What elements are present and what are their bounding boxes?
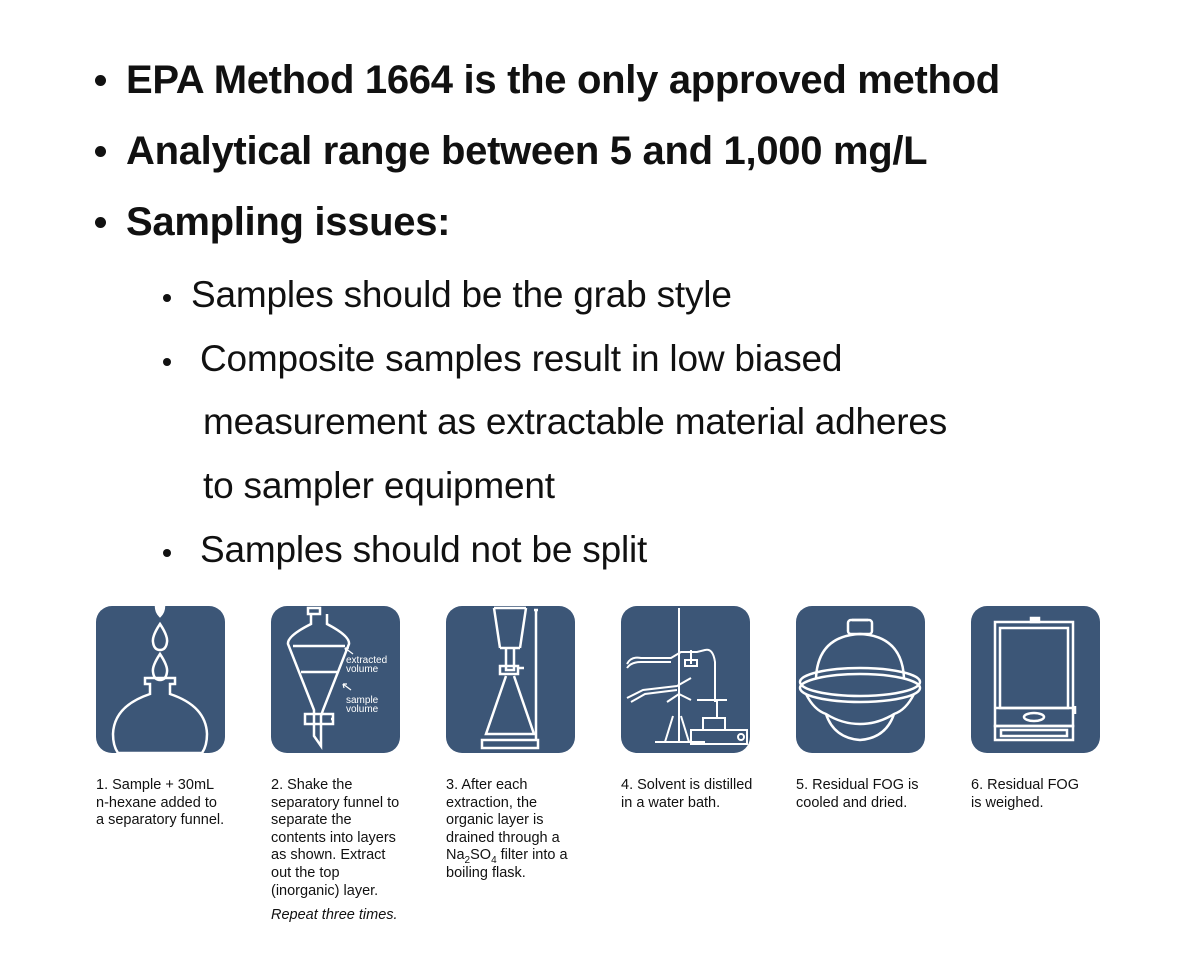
step-caption-5: 5. Residual FOG is cooled and dried. xyxy=(796,777,919,811)
extracted-volume-label: extracted xyxy=(346,655,388,666)
sub-bullet-dot xyxy=(163,358,171,366)
main-point-sampling-issues: Sampling issues: xyxy=(126,200,451,244)
sub-point-grab-style: Samples should be the grab style xyxy=(191,274,732,315)
step-caption-6: 6. Residual FOG is weighed. xyxy=(971,777,1079,811)
filter-stand-icon xyxy=(446,606,575,753)
sub-bullet-dot xyxy=(163,294,171,302)
step-caption-4: 4. Solvent is distilled in a water bath. xyxy=(621,777,753,811)
svg-text:volume: volume xyxy=(346,664,379,675)
step-caption-1: 1. Sample + 30mL n-hexane added to a separatory funnel. xyxy=(96,777,225,829)
sub-point-composite-line3: to sampler equipment xyxy=(203,465,555,506)
sample-volume-label: sample xyxy=(346,695,379,706)
sub-bullet-dot xyxy=(163,549,171,557)
step-caption-2: 2. Shake the separatory funnel to separate the contents into layers as shown. Extract out the top (inorganic) layer. Repeat three times. xyxy=(271,777,446,925)
repeat-note: Repeat three times. xyxy=(271,907,398,924)
sub-point-not-split: Samples should not be split xyxy=(200,529,648,570)
sodium-sulfate-formula: $Na_2SO_4$ filter into a xyxy=(446,847,568,867)
svg-text:volume: volume xyxy=(346,704,379,715)
distillation-apparatus-icon xyxy=(621,606,750,753)
flask-drops-icon xyxy=(96,606,225,753)
main-point-analytical-range: Analytical range between 5 and 1,000 mg/L xyxy=(126,129,928,173)
main-point-epa-method: EPA Method 1664 is the only approved method xyxy=(126,58,1000,102)
balance-scale-icon xyxy=(971,606,1100,753)
desiccator-icon xyxy=(796,606,925,753)
sub-point-composite-line2: measurement as extractable material adheres xyxy=(203,401,948,442)
step-caption-3: 3. After each extraction, the organic layer is drained through a $Na_2SO_4$ filter into a boiling flask. xyxy=(446,777,621,883)
separatory-funnel-icon xyxy=(271,606,400,753)
sub-point-composite-line1: Composite samples result in low biased xyxy=(200,338,843,379)
